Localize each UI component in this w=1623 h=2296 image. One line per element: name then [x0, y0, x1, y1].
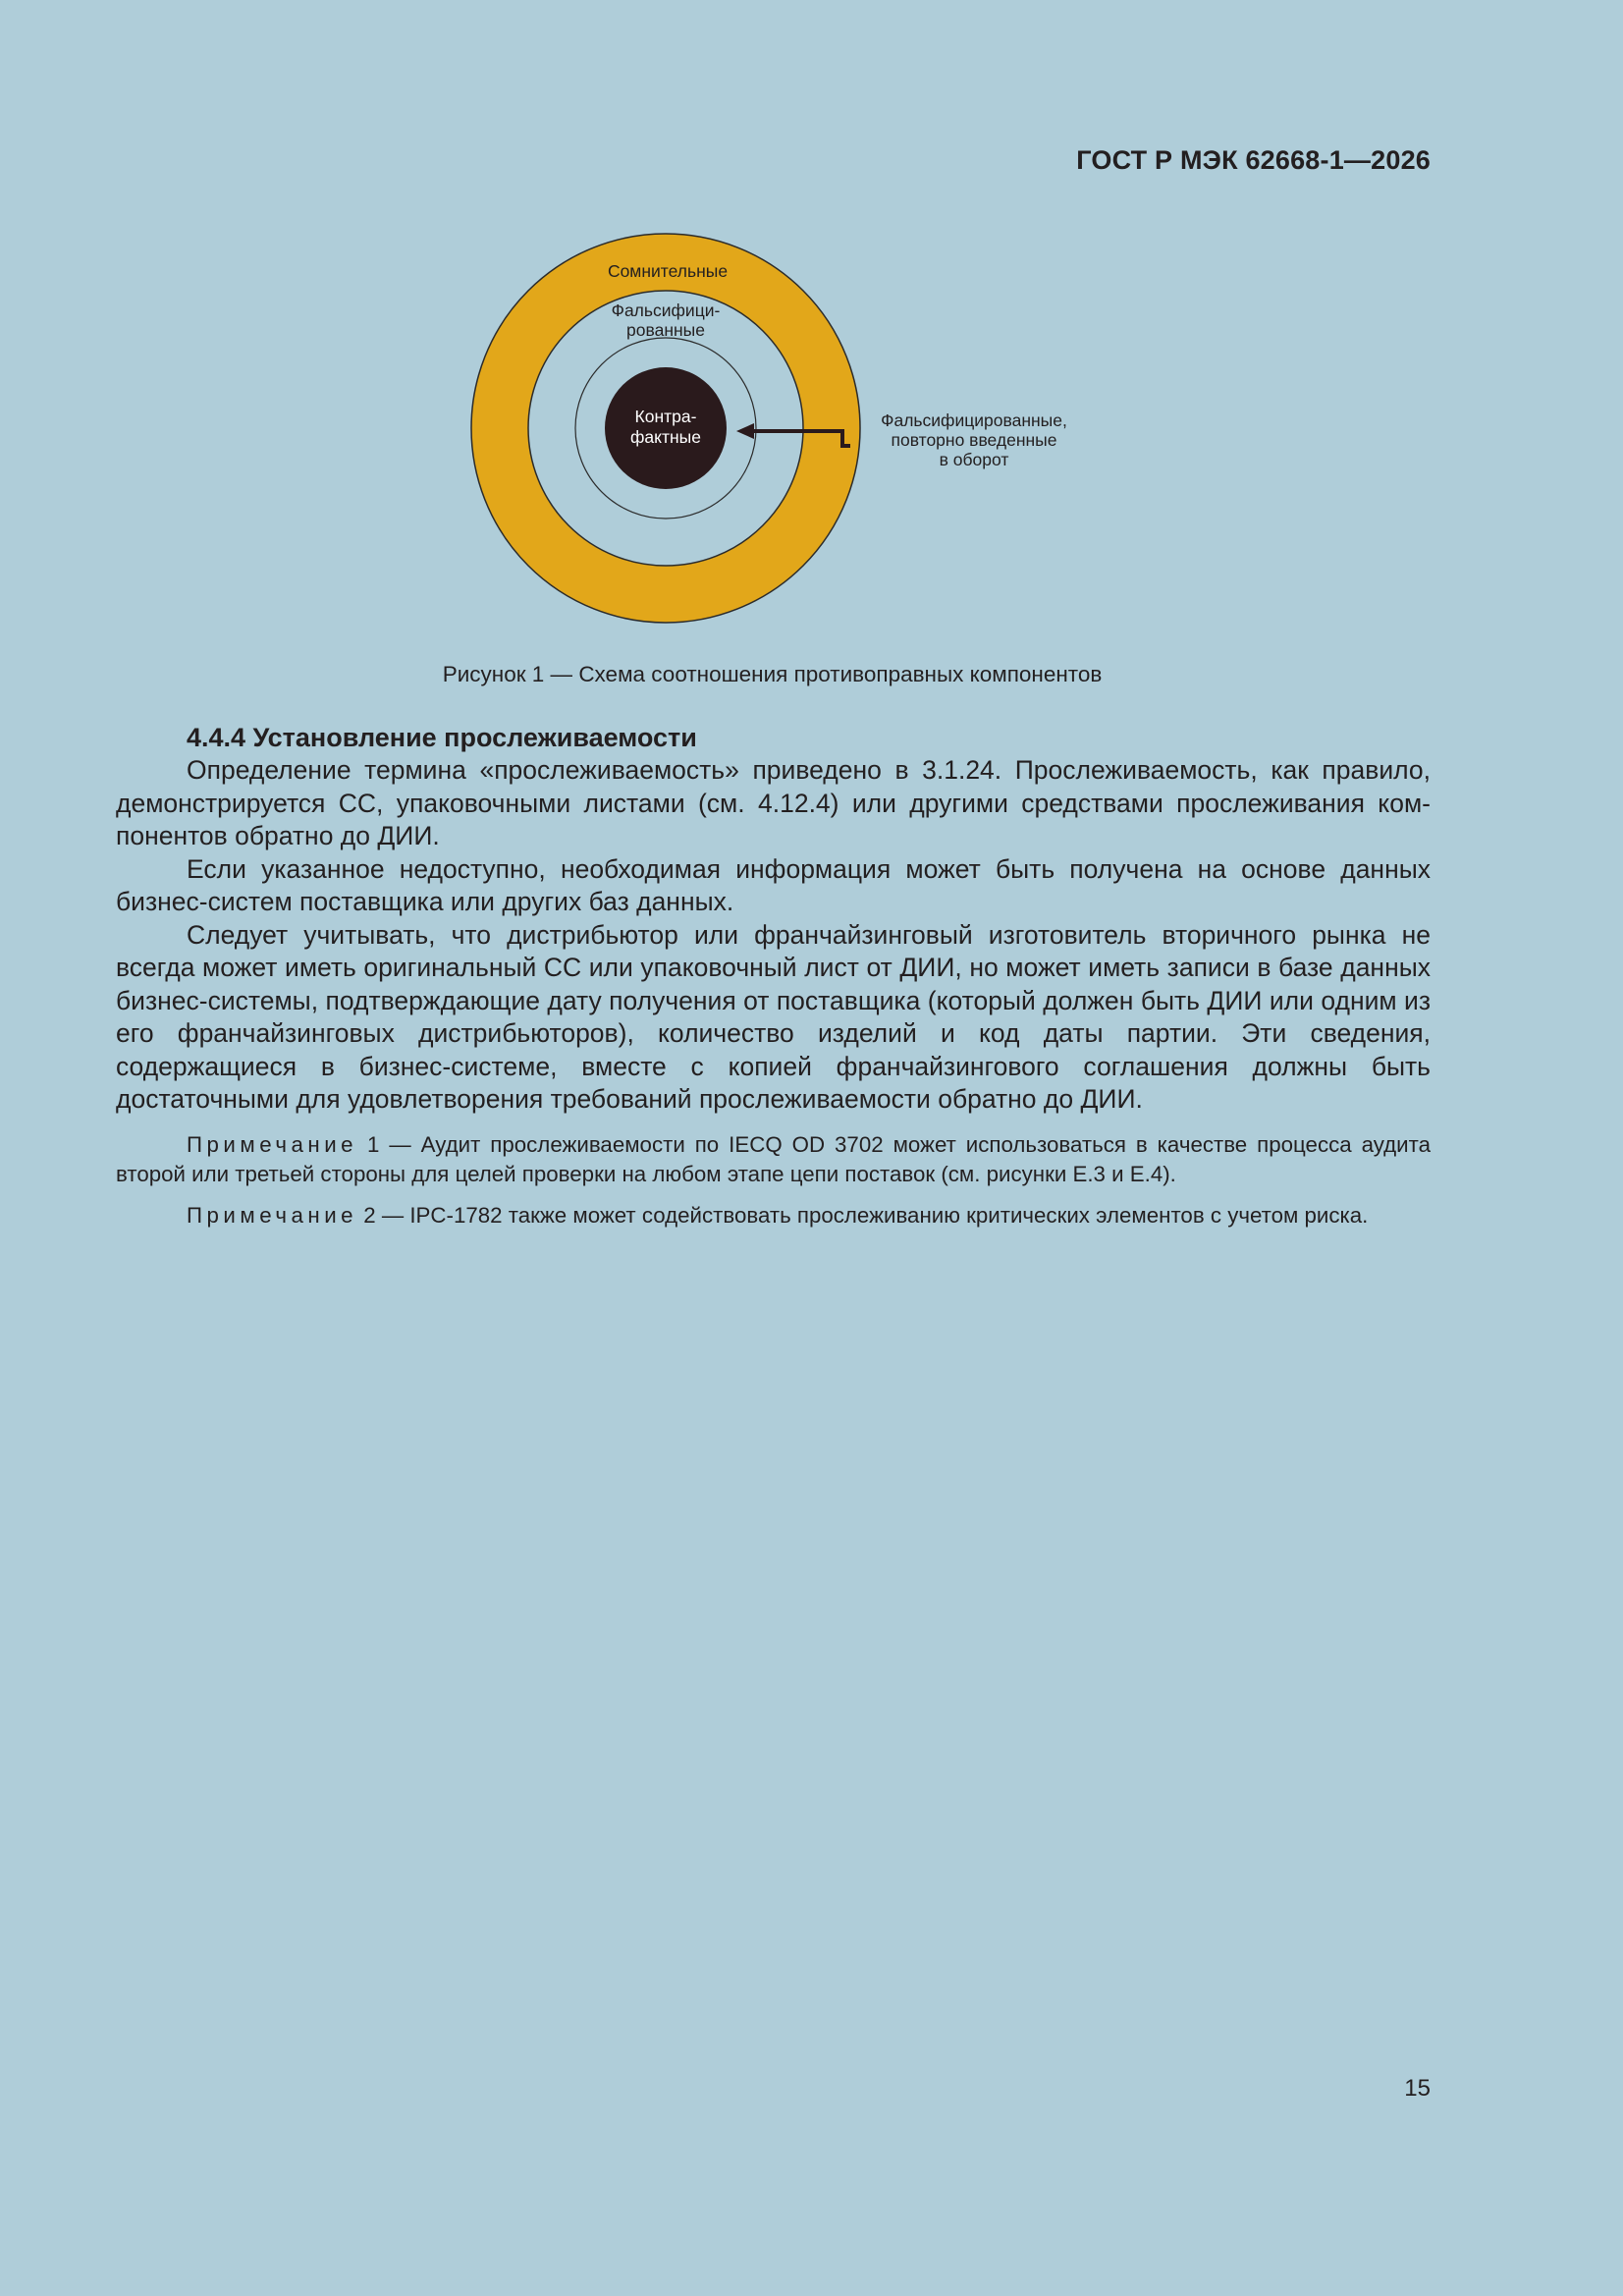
note-2: [116, 1201, 1431, 1230]
note-1-number: 1: [367, 1131, 380, 1157]
document-code: ГОСТ Р МЭК 62668-1—2026: [1076, 145, 1431, 175]
note-1-text: — Аудит прослеживаемости по IECQ OD 3702 может использоваться в качестве процесса аудита второй или третьей стороны для целей проверки на любом этапе цепи поставок (см. рисунки Е.3 и Е.4).: [116, 1131, 1431, 1186]
middle-ring-label-line2: рованные: [626, 320, 705, 340]
note-2-number: 2: [363, 1202, 376, 1228]
section-body: [116, 721, 1431, 1230]
callout-label-line3: в оборот: [939, 450, 1009, 469]
paragraph-definition: Определение термина «прослеживаемость» приведено в 3.1.24. Прослеживаемость, как правило, демонстрируется СС, упаковочными листами (см. 4.12.4) или другими средствами прослеживания компонентов обратно до ДИИ.: [116, 755, 1431, 850]
figure-caption: Рисунок 1 — Схема соотношения противоправных компонентов: [442, 662, 1103, 686]
section-heading: 4.4.4 Установление прослеживаемости: [187, 723, 697, 752]
note-2-label: Примечание: [187, 1202, 358, 1228]
middle-ring-label-line1: Фальсифици-: [611, 301, 721, 320]
concentric-rings-diagram: [461, 226, 1090, 638]
paragraph-alternative-sources: Если указанное недоступно, необходимая информация может быть получена на основе данных бизнес-систем поставщика или других баз данных.: [116, 853, 1431, 916]
callout-label-line2: повторно введенные: [891, 430, 1057, 450]
core-label-line2: фактные: [630, 427, 701, 447]
note-2-text: — IPC-1782 также может содействовать прослеживанию критических элементов с учетом риска.: [375, 1202, 1369, 1228]
note-1-label: Примечание: [187, 1131, 358, 1157]
paragraph-distributor: Следует учитывать, что дистрибьютор или франчайзинговый изготовитель вторичного рынка не всегда может иметь оригинальный СС или упаковочный лист от ДИИ, но может иметь записи в базе данных бизнес-системы, подтверждающие дату получения от поставщика (который должен быть ДИИ или одним из его франчайзинговых дистрибьюторов), количество изделий и код даты партии. Эти сведения, содержащиеся в бизнес-системе, вместе с копией франчайзингового соглашения должны быть достаточными для удовлетворения требований прослеживаемости обратно до ДИИ.: [116, 919, 1431, 1114]
callout-label-line1: Фальсифицированные,: [881, 410, 1067, 430]
note-1: [116, 1130, 1431, 1189]
core-label-line1: Контра-: [634, 407, 697, 426]
outer-ring-label: Сомнительные: [607, 261, 729, 281]
figure-concentric-diagram: [461, 226, 1090, 638]
page-number: 15: [1404, 2075, 1431, 2102]
